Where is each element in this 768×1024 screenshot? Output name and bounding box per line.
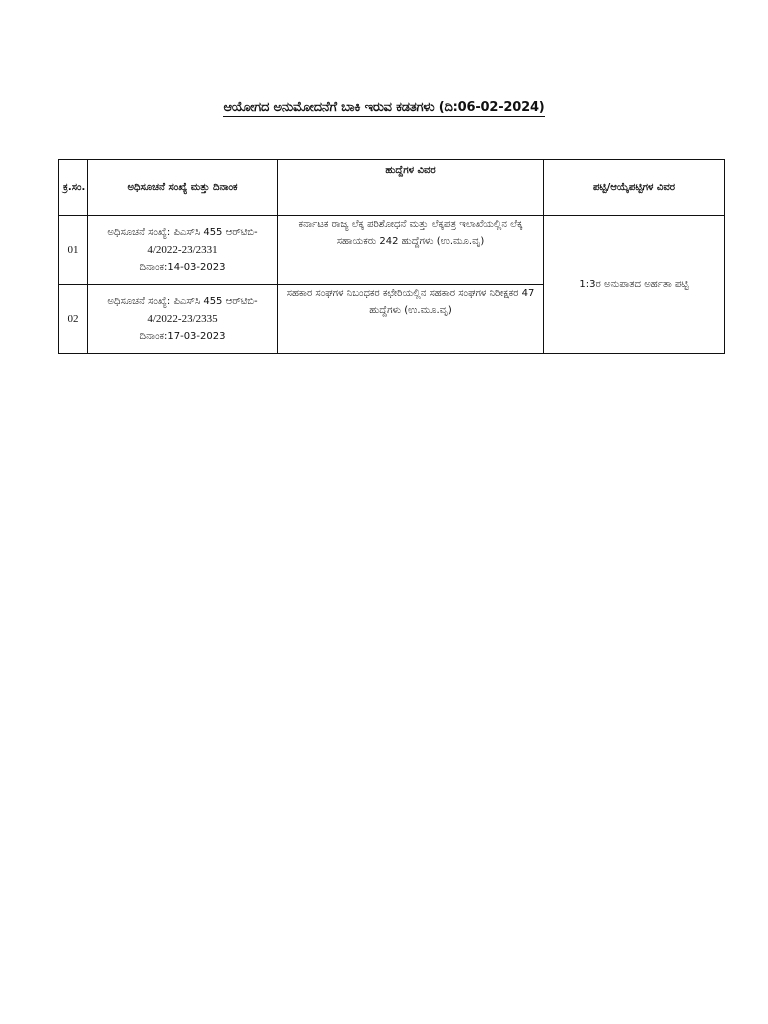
posts-cell: ಸಹಕಾರ ಸಂಘಗಳ ನಿಬಂಧಕರ ಕಛೇರಿಯಲ್ಲಿನ ಸಹಕಾರ ಸಂಘಗಳ ನಿರೀಕ್ಷಕರ 47 ಹುದ್ದೆಗಳು (ಉ.ಮೂ.ವೃ) (278, 285, 544, 354)
notification-date: ದಿನಾಂಕ:14-03-2023 (139, 262, 226, 274)
notification-number-line1: ಅಧಿಸೂಚನೆ ಸಂಖ್ಯೆ: ಪಿಎಸ್‌ಸಿ 455 ಆರ್‌ಟಿಬಿ- (107, 226, 258, 238)
posts-cell: ಕರ್ನಾಟಕ ರಾಜ್ಯ ಲೆಕ್ಕ ಪರಿಶೋಧನೆ ಮತ್ತು ಲೆಕ್ಕಪತ್ರ ಇಲಾಖೆಯಲ್ಲಿನ ಲೆಕ್ಕ ಸಹಾಯಕರು 242 ಹುದ್ದೆಗಳು (ಉ.ಮೂ.ವೃ) (278, 216, 544, 285)
header-notification: ಅಧಿಸೂಚನೆ ಸಂಖ್ಯೆ ಮತ್ತು ದಿನಾಂಕ (88, 160, 278, 216)
notification-date: ದಿನಾಂಕ:17-03-2023 (139, 331, 226, 343)
sl-no-cell: 02 (59, 285, 88, 354)
table-header-row (59, 160, 725, 216)
page-title (0, 100, 768, 115)
table-body (59, 216, 725, 354)
notification-number-line2: 4/2022-23/2331 (147, 243, 218, 256)
table-row (59, 216, 725, 285)
header-posts: ಹುದ್ದೆಗಳ ವಿವರ (278, 160, 544, 216)
notification-cell (88, 216, 278, 285)
header-list: ಪಟ್ಟಿ/ಆಯ್ಕೆಪಟ್ಟಿಗಳ ವಿವರ (544, 160, 725, 216)
notification-number-line2: 4/2022-23/2335 (147, 312, 218, 325)
notification-number-line1: ಅಧಿಸೂಚನೆ ಸಂಖ್ಯೆ: ಪಿಎಸ್‌ಸಿ 455 ಆರ್‌ಟಿಬಿ- (107, 295, 258, 307)
pending-files-table (58, 159, 725, 354)
page-title-text: ಆಯೋಗದ ಅನುಮೋದನೆಗೆ ಬಾಕಿ ಇರುವ ಕಡತಗಳು (ದಿ:06-02-2024) (223, 100, 545, 115)
notification-cell (88, 285, 278, 354)
list-details-cell: 1:3ರ ಅನುಪಾತದ ಅರ್ಹತಾ ಪಟ್ಟಿ (544, 216, 725, 354)
table-header (59, 160, 725, 216)
header-sl-no: ಕ್ರ.ಸಂ. (59, 160, 88, 216)
sl-no-cell: 01 (59, 216, 88, 285)
